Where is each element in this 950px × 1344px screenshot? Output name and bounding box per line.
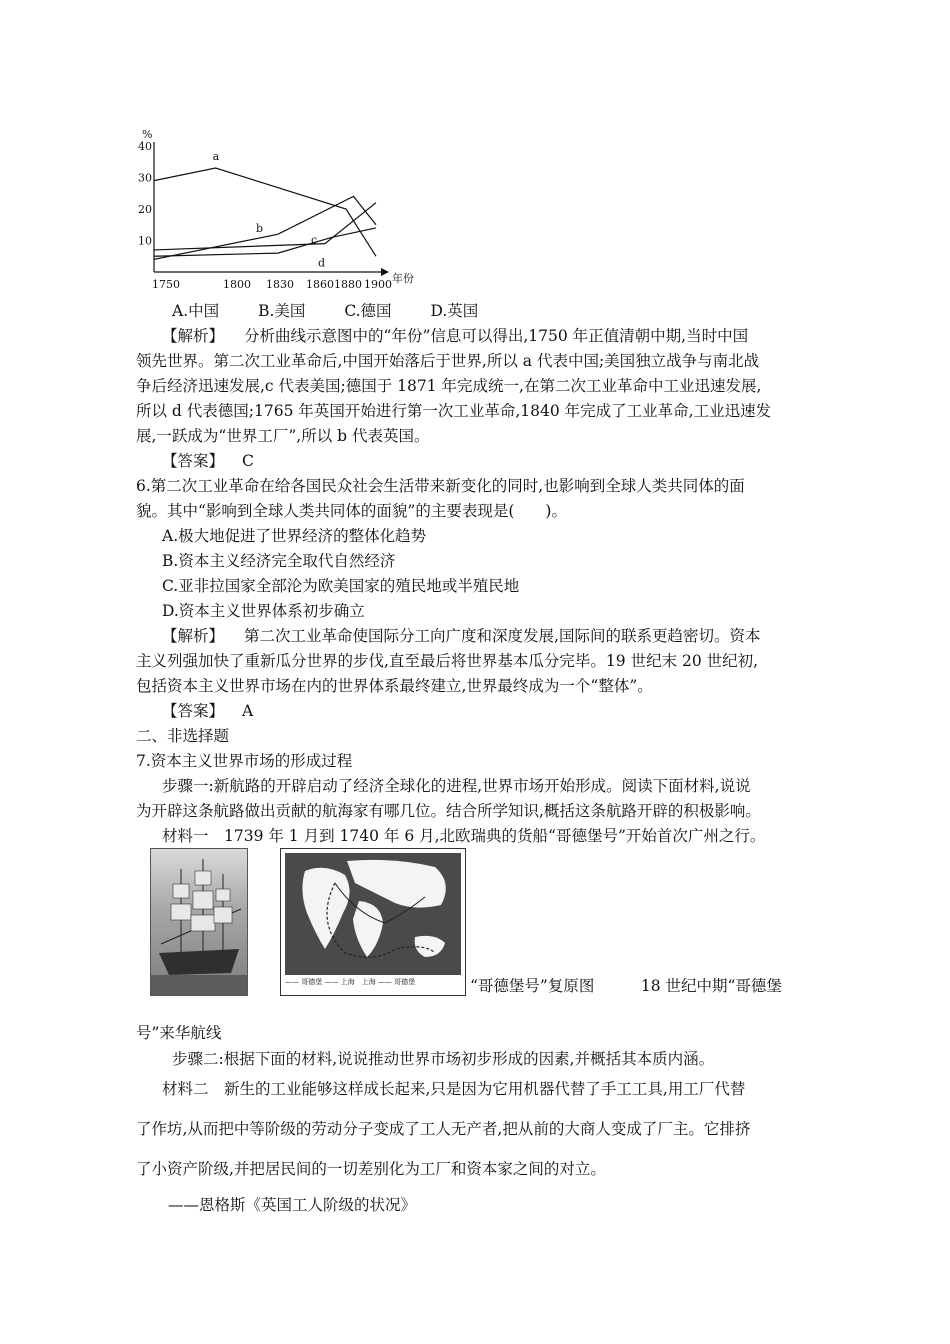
x-tick-label: 1860 [306,278,334,291]
series-line-b [154,196,376,259]
x-tick-label: 1750 [152,278,180,291]
series-label-d: d [318,256,326,270]
series-line-a [154,168,376,256]
section-heading: 二、非选择题 [136,727,230,745]
series-label-b: b [256,222,264,236]
ship-image [150,848,248,996]
q5-analysis-line: 领先世界。第二次工业革命后,中国开始落后于世界,所以 a 代表中国;美国独立战争与南北战 [136,352,760,370]
y-tick-label: 40 [138,140,152,153]
quote-source: ——恩格斯《英国工人阶级的状况》 [168,1196,417,1214]
q6-analysis-line: 包括资本主义世界市场在内的世界体系最终建立,世界最终成为一个“整体”。 [136,677,653,695]
x-tick-label: 1800 [223,278,251,291]
route-map [280,848,466,996]
q6-stem: 6.第二次工业革命在给各国民众社会生活带来新变化的同时,也影响到全球人类共同体的面 [136,477,745,495]
q5-options [172,300,478,322]
q6-option-d: D.资本主义世界体系初步确立 [162,602,365,620]
image-caption: 号”来华航线 [136,1024,222,1042]
y-tick-label: 10 [138,234,152,248]
x-tick-label: 1830 [266,278,294,291]
q7-step1: 为开辟这条航路做出贡献的航海家有哪几位。结合所学知识,概括这条航路开辟的积极影响。 [136,802,761,820]
answer-label: 【答案】 [162,452,225,470]
map-legend: —— 哥德堡 —— 上海 上海 —— 哥德堡 [285,978,416,986]
series-label-c: c [311,233,318,247]
answer-label: 【答案】 [162,702,225,720]
image-caption: “哥德堡号”复原图 18 世纪中期“哥德堡 [470,977,782,995]
q7-material1: 材料一 1739 年 1 月到 1740 年 6 月,北欧瑞典的货船“哥德堡号”开始首次广州之行。 [162,827,766,845]
q6-option-c: C.亚非拉国家全部沦为欧美国家的殖民地或半殖民地 [162,577,520,595]
q7-material2: 了作坊,从而把中等阶级的劳动分子变成了工人无产者,把从前的大商人变成了厂主。它排挤 [136,1120,751,1138]
y-tick-label: 30 [138,171,152,185]
analysis-label: 【解析】 [162,327,225,345]
q5-option: C.德国 [344,302,392,320]
line-chart [136,128,416,300]
q7-material2: 了小资产阶级,并把居民间的一切差别化为工厂和资本家之间的对立。 [136,1160,606,1178]
q5-option: D.英国 [430,302,479,320]
map-area [285,853,461,975]
q7-title: 7.资本主义世界市场的形成过程 [136,752,353,770]
q7-material2: 材料二 新生的工业能够这样成长起来,只是因为它用机器代替了手工工具,用工厂代替 [162,1080,746,1098]
x-axis-label: 年份 [392,272,414,285]
series-line-d [154,228,376,256]
q6-stem: 貌。其中“影响到全球人类共同体的面貌”的主要表现是( )。 [136,502,567,520]
q6-option-a: A.极大地促进了世界经济的整体化趋势 [162,527,427,545]
q5-option: B.美国 [258,302,306,320]
q7-step1: 步骤一:新航路的开辟启动了经济全球化的进程,世界市场开始形成。阅读下面材料,说说 [162,777,751,795]
q5-option: A.中国 [172,302,220,320]
answer-value: A [242,702,254,720]
y-axis-unit: % [142,128,153,141]
q5-analysis-line: 所以 d 代表德国;1765 年英国开始进行第一次工业革命,1840 年完成了工业革命,工业迅速发 [136,402,772,420]
answer-value: C [242,452,254,470]
x-tick-label: 1880 [334,278,362,291]
q5-analysis-line: 争后经济迅速发展,c 代表美国;德国于 1871 年完成统一,在第二次工业革命中工业迅速发展, [136,377,762,395]
q6-analysis-line: 主义列强加快了重新瓜分世界的步伐,直至最后将世界基本瓜分完毕。19 世纪末 20 世纪初, [136,652,759,670]
q5-analysis-line: 展,一跃成为“世界工厂”,所以 b 代表英国。 [136,427,430,445]
series-label-a: a [212,150,220,164]
q6-option-b: B.资本主义经济完全取代自然经济 [162,552,396,570]
x-tick-label: 1900 [364,278,392,291]
analysis-label: 【解析】 [162,627,225,645]
q7-step2: 步骤二:根据下面的材料,说说推动世界市场初步形成的因素,并概括其本质内涵。 [172,1050,715,1068]
y-tick-label: 20 [138,203,152,216]
q6-answer [162,700,253,722]
q6-analysis-line: 【解析】 第二次工业革命使国际分工向广度和深度发展,国际间的联系更趋密切。资本 [162,627,761,645]
series-line-c [154,203,376,250]
q5-answer [162,450,254,472]
q5-analysis-line: 【解析】 分析曲线示意图中的“年份”信息可以得出,1750 年正值清朝中期,当时中国 [162,327,749,345]
